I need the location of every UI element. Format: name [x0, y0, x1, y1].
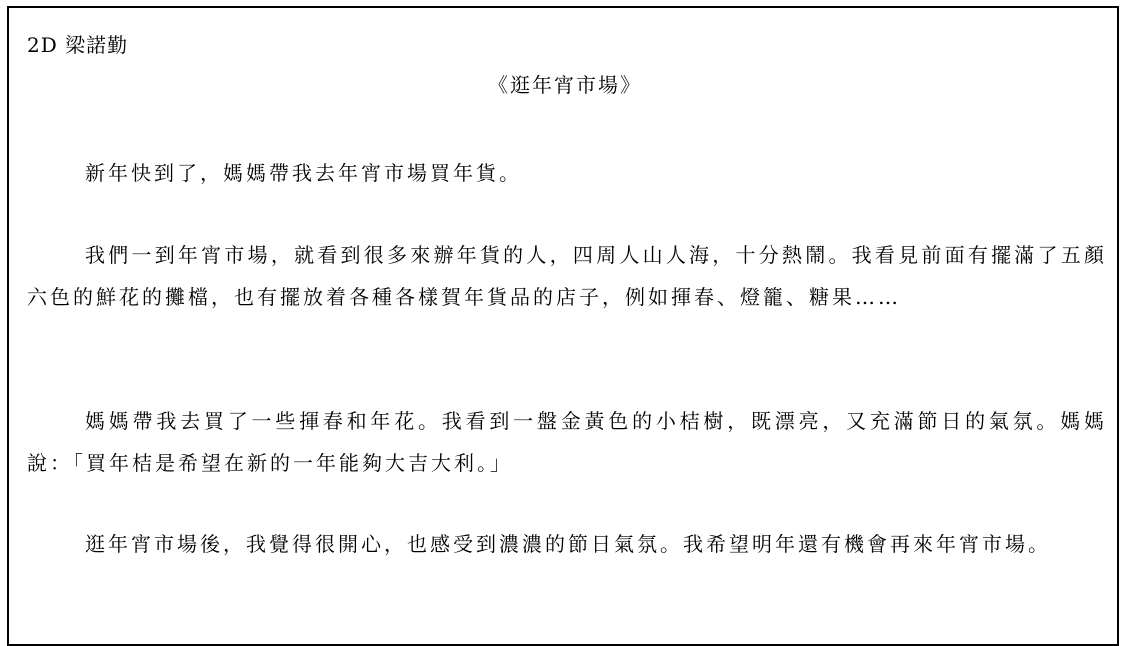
author-line: 2D 梁諾勤	[27, 33, 129, 57]
paragraph-1: 新年快到了，媽媽帶我去年宵市場買年貨。	[85, 161, 522, 185]
paragraph-3: 媽媽帶我去買了一些揮春和年花。我看到一盤金黃色的小桔樹，既漂亮，又充滿節日的氣氛。媽媽說：「買年桔是希望在新的一年能夠大吉大利。」	[27, 409, 1107, 475]
paragraph-2: 我們一到年宵市場，就看到很多來辦年貨的人，四周人山人海，十分熱鬧。我看見前面有擺滿了五顏六色的鮮花的攤檔，也有擺放着各種各樣賀年貨品的店子，例如揮春、燈籠、糖果……	[27, 243, 1107, 309]
paragraph-4: 逛年宵市場後，我覺得很開心，也感受到濃濃的節日氣氛。我希望明年還有機會再來年宵市場。	[85, 532, 1051, 556]
essay-title: 《逛年宵市場》	[488, 73, 642, 97]
document-frame	[7, 6, 1119, 646]
